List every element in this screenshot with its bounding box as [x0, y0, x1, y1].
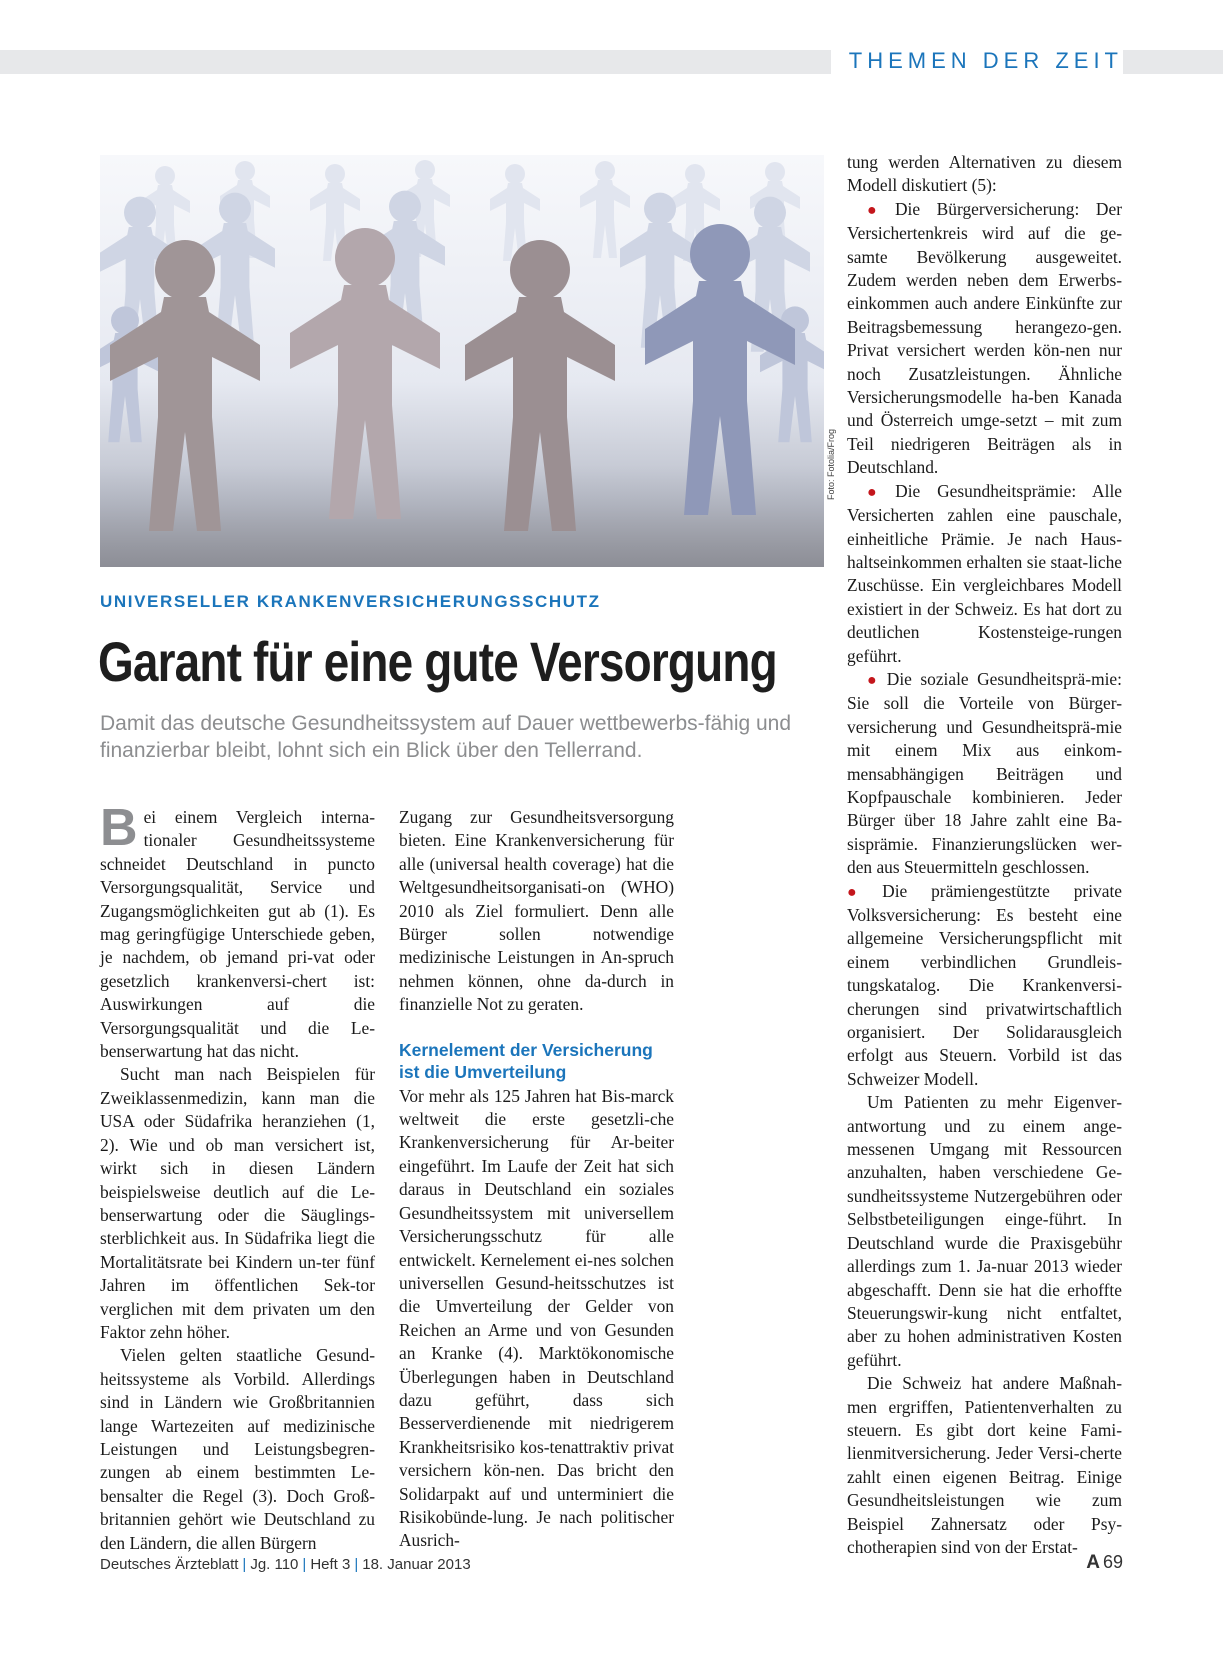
list-item-text: Die Gesundheitsprämie: Alle Versicherten zahlen eine pauschale, einheitliche Prämie. Je nach Haus-haltseinkommen erhalten sie staat-liche Zuschüsse. Ein vergleichbares Modell existiert in der Schweiz. Es hat dort zu deutlichen Kostensteige-rungen geführt. [847, 480, 1122, 666]
body-column-2 [399, 806, 674, 1553]
paragraph: Sucht man nach Beispielen für Zweiklassenmedizin, kann man die USA oder Südafrika heranziehen (1, 2). Wie und ob man versichert ist, wirkt sich in diesen Ländern beispielsweise deutlich auf die Le-benserwartung oder die Säuglings-sterblichkeit aus. In Südafrika liegt die Mortalitätsrate bei Kindern un-ter fünf Jahren im öffentlichen Sek-tor verglichen mit dem privaten um den Faktor zehn höher. [100, 1064, 375, 1342]
separator: | [242, 1556, 247, 1573]
bullet-dot-icon: ● [867, 483, 890, 501]
bullet-dot-icon: ● [847, 883, 877, 901]
page-prefix: A [1086, 1552, 1100, 1573]
page-number-value: 69 [1102, 1552, 1123, 1572]
drop-cap: B [100, 799, 138, 857]
article-subhead: Kernelement der Versicherung ist die Umverteilung [399, 1039, 653, 1082]
paragraph: Vielen gelten staatliche Gesund-heitssysteme als Vorbild. Allerdings sind in Ländern wie Großbritannien lange Wartezeiten auf medizinische Leistungen und Leistungsbegren-zungen ab einem bestimmten Le-bensalter die Regel (3). Doch Groß-britannien gehört wie Deutschland zu den Ländern, die allen Bürgern [100, 1345, 375, 1553]
paragraph: Um Patienten zu mehr Eigenver-antwortung und zu einem ange-messenen Umgang mit Ressourcen anzuhalten, haben verschiedene Ge-sundheitssysteme Nutzergebühren oder Selbstbeteiligungen einge-führt. In Deutschland wurde die Praxisgebühr allerdings zum 1. Ja-nuar 2013 wieder abgeschafft. Denn sie hat die erhoffte Steuerungswir-kung nicht entfaltet, aber zu hohen administrativen Kosten geführt. [847, 1092, 1122, 1370]
footer-citation [100, 1556, 471, 1573]
hero-image [100, 155, 824, 567]
list-item [847, 880, 1122, 1092]
article-kicker: UNIVERSELLER KRANKENVERSICHERUNGSSCHUTZ [100, 592, 601, 611]
photo-credit: Foto: Fotolia/Frog [826, 428, 836, 500]
issue-date: 18. Januar 2013 [362, 1556, 471, 1573]
bullet-dot-icon: ● [867, 201, 889, 219]
paragraph: Vor mehr als 125 Jahren hat Bis-marck weltweit die erste gesetzli-che Krankenversicherung für Ar-beiter eingeführt. Im Laufe der Zeit hat sich daraus in Deutschland ein soziales Gesundheitssystem mit universellem Versicherungsschutz für alle entwickelt. Kernelement ei-nes solchen universellen Gesund-heitsschutzes ist die Umverteilung der Gelder von Reichen an Arme und von Gesunden an Kranke (4). Marktökonomische Überlegungen haben in Deutschland dazu geführt, dass sich Besserverdienende mit niedrigerem Krankheitsrisiko kos-tenattraktiv privat versichern kön-nen. Das bricht den Solidarpakt auf und unterminiert die Risikobünde-lung. Je nach politischer Ausrich- [399, 1085, 674, 1551]
body-column-3 [847, 151, 1122, 1559]
paragraph: tung werden Alternativen zu diesem Modell diskutiert (5): [847, 152, 1122, 196]
article-title: Garant für eine gute Versorgung [98, 630, 777, 693]
body-column-1 [100, 799, 375, 1555]
paragraph: Die Schweiz hat andere Maßnah-men ergriffen, Patientenverhalten zu steuern. Es gibt dort keine Fami-lienmitversicherung. Jeder Versi-cherte zahlt einen eigenen Beitrag. Einige Gesundheitsleistungen wie zum Beispiel Zahnersatz oder Psy-chotherapien sind von der Erstat- [847, 1373, 1122, 1557]
page-number [1086, 1552, 1123, 1574]
list-item-text: Die soziale Gesundheitsprä-mie: Sie soll die Vorteile von Bürger-versicherung und Gesundheitsprä-mie mit einem Mix aus einkom-mensabhängigen Beiträgen und Kopfpauschale kombinieren. Jeder Bürger über 18 Jahre zahlt eine Ba-sisprämie. Finanzierungslücken wer-den aus Steuermitteln geschlossen. [847, 668, 1122, 878]
section-tag: THEMEN DER ZEIT [831, 46, 1123, 76]
separator: | [302, 1556, 307, 1573]
volume: Jg. 110 [250, 1556, 299, 1573]
list-item-text: Die Bürgerversicherung: Der Versichertenkreis wird auf die ge-samte Bevölkerung ausgeweitet. Zudem werden neben dem Erwerbs-einkommen auch andere Einkünfte zur Beitragsbemessung herangezo-gen. Privat versichert werden kön-nen nur noch Zusatzleistungen. Ähnliche Versicherungsmodelle ha-ben Kanada und Österreich umge-setzt – mit zum Teil niedrigeren Beiträgen als in Deutschland. [847, 198, 1123, 478]
article-deck: Damit das deutsche Gesundheitssystem auf Dauer wettbewerbs-fähig und finanzierbar bleibt, lohnt sich ein Blick über den Tellerrand. [100, 712, 792, 762]
list-item [847, 480, 1122, 668]
list-item [847, 668, 1122, 880]
journal-name: Deutsches Ärzteblatt [100, 1556, 239, 1573]
bullet-dot-icon: ● [867, 671, 881, 689]
separator: | [354, 1556, 359, 1573]
issue: Heft 3 [310, 1556, 351, 1573]
paragraph-text: ei einem Vergleich interna-tionaler Gesundheitssysteme schneidet Deutschland in puncto Versorgungsqualität, Service und Zugangsmöglichkeiten gut ab (1). Es mag geringfügige Unterschiede geben, je nachdem, ob jemand pri-vat oder gesetzlich krankenversi-chert ist: Auswirkungen auf die Versorgungsqualität und die Le-benserwartung hat das nicht. [100, 807, 375, 1062]
paper-chain-figures-illustration [100, 155, 824, 567]
paragraph: Zugang zur Gesundheitsversorgung bieten. Eine Krankenversicherung für alle (universal health coverage) hat die Weltgesundheitsorganisati-on (WHO) 2010 als Ziel formuliert. Denn alle Bürger sollen notwendige medizinische Leistungen in An-spruch nehmen können, ohne da-durch in finanzielle Not zu geraten. [399, 807, 674, 1015]
list-item [847, 198, 1122, 480]
list-item-text: Die prämiengestützte private Volksversicherung: Es besteht eine allgemeine Versicherungspflicht mit einem verbindlichen Grundleis-tungskatalog. Die Krankenversi-cherungen sind privatwirtschaftlich organisiert. Der Solidarausgleich erfolgt aus Steuern. Vorbild ist das Schweizer Modell. [847, 880, 1122, 1089]
paragraph [100, 799, 375, 1063]
